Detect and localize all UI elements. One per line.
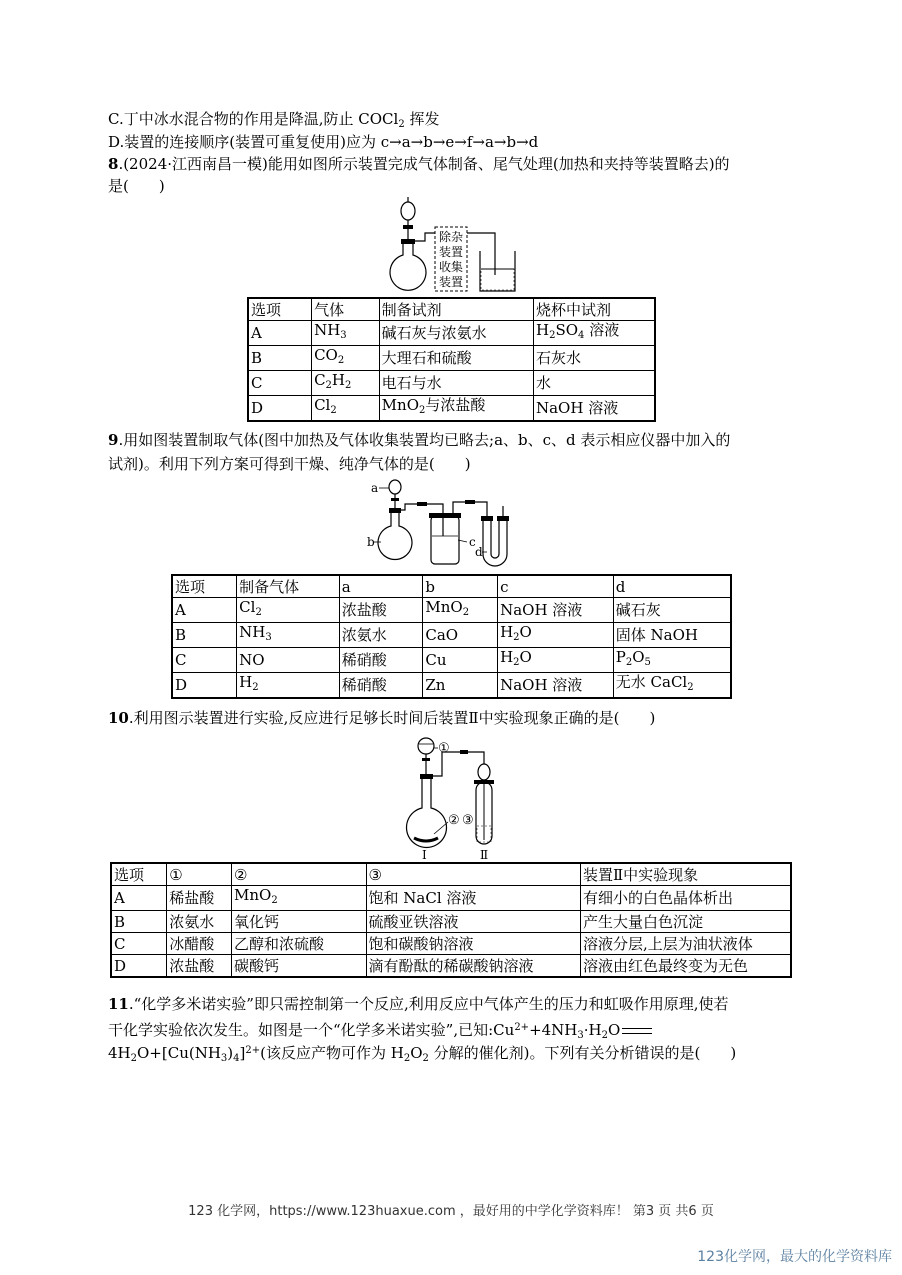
option-cell: C [248, 371, 312, 396]
d-cell: 固体 NaOH [613, 623, 731, 648]
header-cell: 制备试剂 [379, 298, 533, 321]
gas-cell: NO [237, 648, 340, 673]
reagent2-cell: 氧化钙 [232, 911, 366, 933]
c-cell: $H_2O$ [498, 623, 614, 648]
header-cell: b [423, 575, 498, 598]
option-cell: C [172, 648, 237, 673]
b-cell: Zn [423, 673, 498, 699]
reagent3-cell: 饱和碳酸钠溶液 [366, 933, 580, 955]
q9-apparatus-figure [365, 474, 540, 572]
header-cell: a [339, 575, 423, 598]
table-row [172, 648, 731, 673]
header-cell: 制备气体 [237, 575, 340, 598]
option-cell: B [248, 346, 312, 371]
reagent-cell: 大理石和硫酸 [379, 346, 533, 371]
q10-label-I: Ⅰ [422, 848, 427, 862]
option-cell: D [172, 673, 237, 699]
option-cell: D [248, 396, 312, 422]
q9-stem-line1: 9.用如图装置制取气体(图中加热及气体收集装置均已略去;a、b、c、d 表示相应仪器中加入的 [108, 431, 731, 449]
reagent-cell: 电石与水 [379, 371, 533, 396]
equation-equals-sign [622, 1028, 652, 1034]
result-cell: 溶液分层,上层为油状液体 [580, 933, 791, 955]
header-cell: c [498, 575, 614, 598]
header-cell: ③ [366, 863, 580, 886]
table-header-row [111, 863, 791, 886]
reagent3-cell: 滴有酚酞的稀碳酸钠溶液 [366, 955, 580, 978]
reagent-cell: 碱石灰与浓氨水 [379, 321, 533, 346]
result-cell: 产生大量白色沉淀 [580, 911, 791, 933]
header-cell: 气体 [312, 298, 380, 321]
reagent2-cell: 乙醇和浓硫酸 [232, 933, 366, 955]
table-row [172, 598, 731, 623]
reagent2-cell: 碳酸钙 [232, 955, 366, 978]
q7-option-c: C.丁中冰水混合物的作用是降温,防止 COCl$_2$ 挥发 [108, 110, 440, 130]
q10-stem: 10.利用图示装置进行实验,反应进行足够长时间后装置Ⅱ中实验现象正确的是( ) [108, 709, 656, 727]
q11-stem-line2: 干化学实验依次发生。如图是一个“化学多米诺实验”,已知$:Cu^{2+}+4NH_3\cdot H_2O$ [108, 1019, 652, 1045]
table-row [248, 321, 655, 346]
b-cell: MnO$_2$ [423, 598, 498, 623]
d-cell: $P_2O_5$ [613, 648, 731, 673]
option-cell: D [111, 955, 167, 978]
a-cell: 浓氨水 [339, 623, 423, 648]
gas-cell: $NH_3$ [312, 321, 380, 346]
table-row [111, 955, 791, 978]
a-cell: 稀硝酸 [339, 648, 423, 673]
result-cell: 有细小的白色晶体析出 [580, 886, 791, 911]
a-cell: 稀硝酸 [339, 673, 423, 699]
q8-fig-label-1: 除杂 [438, 230, 464, 244]
b-cell: CaO [423, 623, 498, 648]
gas-cell: $C_2H_2$ [312, 371, 380, 396]
gas-cell: $H_2$ [237, 673, 340, 699]
header-cell: 选项 [111, 863, 167, 886]
reagent1-cell: 浓盐酸 [167, 955, 232, 978]
q9-label-c: c [469, 535, 476, 549]
q8-stem-line2: 是( ) [108, 177, 165, 195]
gas-cell: $Cl_2$ [237, 598, 340, 623]
q8-options-table [247, 297, 656, 422]
q10-label-3: ③ [462, 813, 474, 828]
gas-cell: $CO_2$ [312, 346, 380, 371]
c-cell: NaOH 溶液 [498, 673, 614, 699]
reagent-cell: MnO$_2$与浓盐酸 [379, 396, 533, 422]
table-row [111, 933, 791, 955]
option-cell: B [172, 623, 237, 648]
header-cell: ① [167, 863, 232, 886]
table-row [248, 346, 655, 371]
q8-fig-label-4: 装置 [438, 275, 464, 289]
q10-apparatus-figure [398, 734, 508, 862]
header-cell: d [613, 575, 731, 598]
result-cell: 溶液由红色最终变为无色 [580, 955, 791, 978]
c-cell: $H_2O$ [498, 648, 614, 673]
q9-label-d: d [475, 545, 483, 559]
q10-label-II: Ⅱ [480, 848, 489, 862]
header-cell: ② [232, 863, 366, 886]
q9-options-table [171, 574, 732, 699]
beaker-cell: NaOH 溶液 [533, 396, 655, 422]
table-row [172, 673, 731, 699]
gas-cell: $NH_3$ [237, 623, 340, 648]
table-row [248, 371, 655, 396]
q10-label-2: ② [448, 813, 460, 828]
table-row [172, 623, 731, 648]
table-row [248, 396, 655, 422]
q7-option-d: D.装置的连接顺序(装置可重复使用)应为 c→a→b→e→f→a→b→d [108, 133, 539, 151]
q11-stem-line1: 11.“化学多米诺实验”即只需控制第一个反应,利用反应中气体产生的压力和虹吸作用原理,使若 [108, 995, 729, 1013]
q8-stem-line1: 8.(2024·江西南昌一模)能用如图所示装置完成气体制备、尾气处理(加热和夹持等装置略去)的 [108, 155, 730, 173]
reagent2-cell: MnO$_2$ [232, 886, 366, 911]
beaker-cell: 石灰水 [533, 346, 655, 371]
reagent3-cell: 硫酸亚铁溶液 [366, 911, 580, 933]
reagent1-cell: 稀盐酸 [167, 886, 232, 911]
c-cell: NaOH 溶液 [498, 598, 614, 623]
table-row [111, 886, 791, 911]
q8-apparatus-figure [385, 193, 525, 295]
option-cell: A [248, 321, 312, 346]
header-cell: 选项 [248, 298, 312, 321]
q9-stem-line2: 试剂)。利用下列方案可得到干燥、纯净气体的是( ) [108, 455, 471, 473]
table-header-row [172, 575, 731, 598]
option-cell: B [111, 911, 167, 933]
option-cell: A [111, 886, 167, 911]
beaker-cell: 水 [533, 371, 655, 396]
header-cell: 烧杯中试剂 [533, 298, 655, 321]
gas-cell: $Cl_2$ [312, 396, 380, 422]
b-cell: Cu [423, 648, 498, 673]
q10-label-1: ① [438, 741, 450, 756]
q10-options-table [110, 862, 792, 978]
option-cell: A [172, 598, 237, 623]
q8-fig-label-3: 收集 [438, 260, 464, 274]
header-cell: 选项 [172, 575, 237, 598]
reagent3-cell: 饱和 NaCl 溶液 [366, 886, 580, 911]
table-header-row [248, 298, 655, 321]
page-footer: 123 化学网，https://www.123huaxue.com ，最好用的中学化学资料库！ 第3 页 共6 页 [188, 1204, 714, 1219]
d-cell: 无水 CaCl$_2$ [613, 673, 731, 699]
reagent1-cell: 浓氨水 [167, 911, 232, 933]
header-cell: 装置Ⅱ中实验现象 [580, 863, 791, 886]
beaker-cell: $H_2SO_4$ 溶液 [533, 321, 655, 346]
table-row [111, 911, 791, 933]
q9-label-b: b [367, 535, 375, 549]
q8-fig-label-2: 装置 [438, 245, 464, 259]
option-cell: C [111, 933, 167, 955]
d-cell: 碱石灰 [613, 598, 731, 623]
reagent1-cell: 冰醋酸 [167, 933, 232, 955]
q9-label-a: a [371, 481, 379, 495]
watermark: 123化学网，最大的化学资料库 [697, 1249, 892, 1265]
a-cell: 浓盐酸 [339, 598, 423, 623]
q11-stem-line3: $4H_2O+[Cu(NH_3)_4]^{2+}$(该反应产物可作为 $H_2O_2$ 分解的催化剂)。下列有关分析错误的是( ) [108, 1044, 737, 1064]
